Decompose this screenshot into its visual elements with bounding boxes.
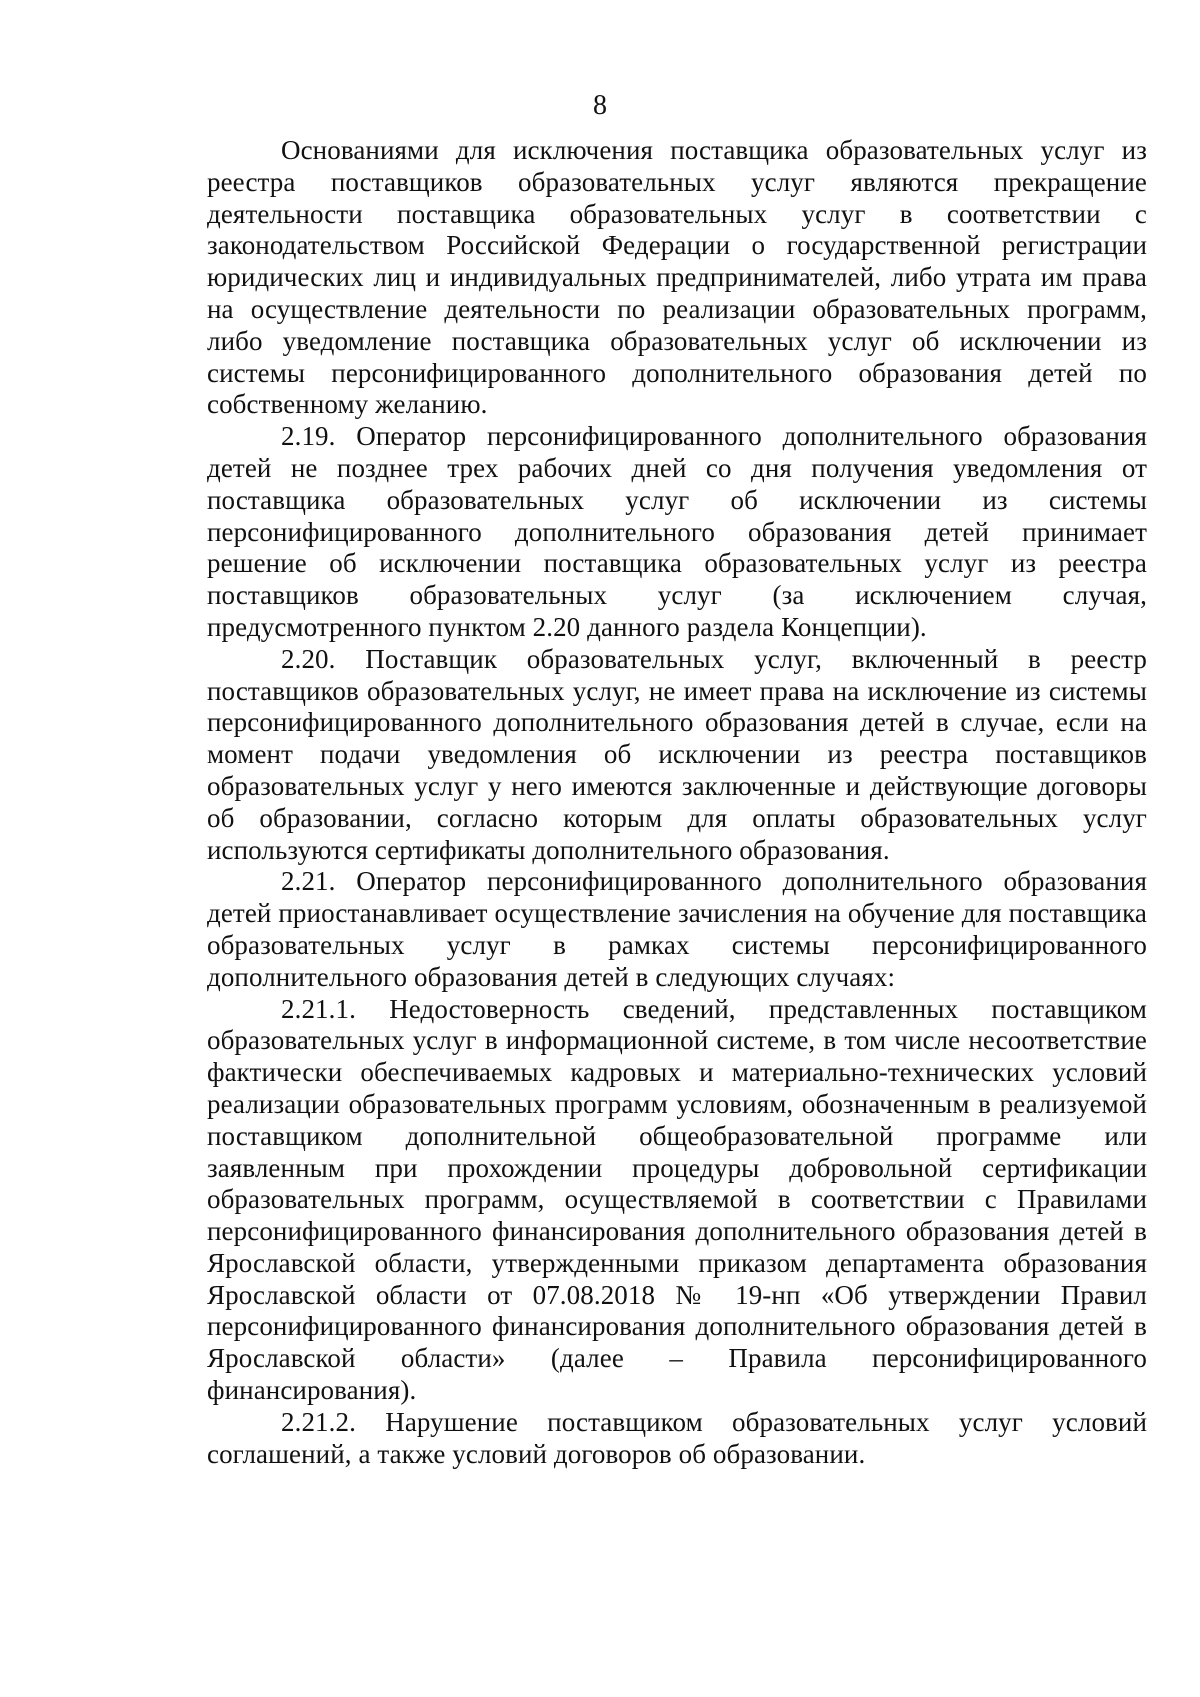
- page-number: 8: [593, 90, 607, 121]
- document-body: [207, 135, 1147, 1470]
- paragraph-2-21-1: 2.21.1. Недостоверность сведений, представленных поставщиком образовательных услуг в информационной системе, в том числе несоответствие фактически обеспечиваемых кадровых и материально-технических условий реализации образовательных программ условиям, обозначенным в реализуемой поставщиком дополнительной общеобразовательной программе или заявленным при прохождении процедуры добровольной сертификации образовательных программ, осуществляемой в соответствии с Правилами персонифицированного финансирования дополнительного образования детей в Ярославской области, утвержденными приказом департамента образования Ярославской области от 07.08.2018 № 19-нп «Об утверждении Правил персонифицированного финансирования дополнительного образования детей в Ярославской области» (далее – Правила персонифицированного финансирования).: [207, 993, 1147, 1406]
- paragraph-exclusion-grounds: Основаниями для исключения поставщика образовательных услуг из реестра поставщиков образовательных услуг являются прекращение деятельности поставщика образовательных услуг в соответствии с законодательством Российской Федерации о государственной регистрации юридических лиц и индивидуальных предпринимателей, либо утрата им права на осуществление деятельности по реализации образовательных программ, либо уведомление поставщика образовательных услуг об исключении из системы персонифицированного дополнительного образования детей по собственному желанию.: [207, 135, 1147, 420]
- paragraph-2-21-2: 2.21.2. Нарушение поставщиком образовательных услуг условий соглашений, а также условий договоров об образовании.: [207, 1406, 1147, 1469]
- paragraph-2-19: 2.19. Оператор персонифицированного дополнительного образования детей не позднее трех рабочих дней со дня получения уведомления от поставщика образовательных услуг об исключении из системы персонифицированного дополнительного образования детей принимает решение об исключении поставщика образовательных услуг из реестра поставщиков образовательных услуг (за исключением случая, предусмотренного пунктом 2.20 данного раздела Концепции).: [207, 421, 1147, 642]
- paragraph-2-21: 2.21. Оператор персонифицированного дополнительного образования детей приостанавливает осуществление зачисления на обучение для поставщика образовательных услуг в рамках системы персонифицированного дополнительного образования детей в следующих случаях:: [207, 866, 1147, 992]
- paragraph-2-20: 2.20. Поставщик образовательных услуг, включенный в реестр поставщиков образовательных услуг, не имеет права на исключение из системы персонифицированного дополнительного образования детей в случае, если на момент подачи уведомления об исключении из реестра поставщиков образовательных услуг у него имеются заключенные и действующие договоры об образовании, согласно которым для оплаты образовательных услуг используются сертификаты дополнительного образования.: [207, 643, 1147, 865]
